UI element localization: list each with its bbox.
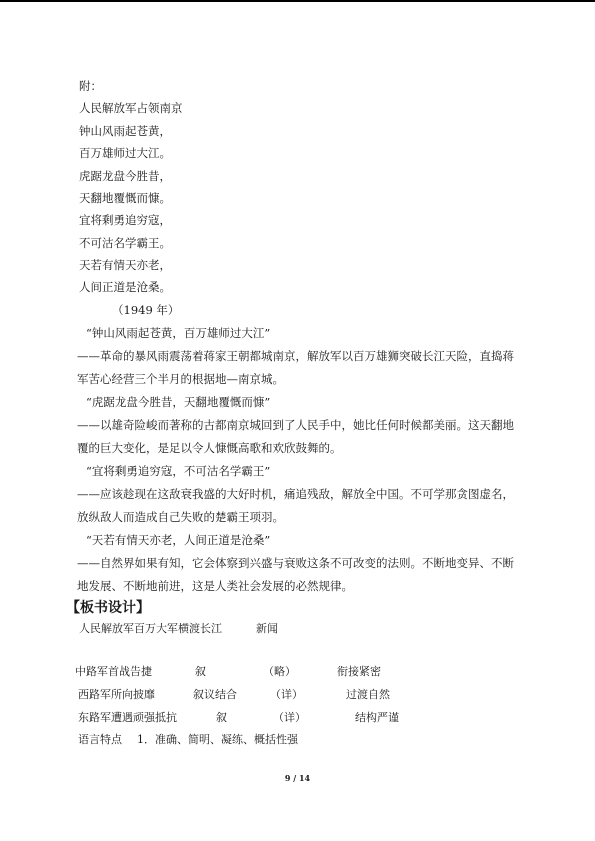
board-row-detail: （略） (263, 665, 296, 678)
annotation-text: ——革命的暴风雨震荡着蒋家王朝都城南京，解放军以百万雄狮突破长江天险，直捣蒋 (77, 349, 514, 363)
poem-line: 虎踞龙盘今胜昔， (79, 169, 171, 183)
board-row-part: 东路军遭遇顽强抵抗 (78, 711, 177, 724)
annotation-text: ——以雄奇险峻而著称的古都南京城回到了人民手中，她比任何时候都美丽。这天翻地 (77, 418, 514, 432)
board-design-heading: 【板书设计】 (66, 600, 150, 616)
board-title: 人民解放军百万大军横渡长江 (79, 622, 222, 635)
annotation-text: 放纵敌人而造成自己失败的楚霸王项羽。 (77, 510, 284, 524)
poem-line: 人间正道是沧桑。 (79, 280, 171, 294)
page-number: 9 / 14 (284, 773, 311, 783)
board-row-method: 叙 (216, 711, 227, 724)
poem-line: 钟山风雨起苍黄， (79, 124, 171, 138)
poem-line: 百万雄师过大江。 (79, 146, 171, 160)
board-row-detail: （详） (273, 711, 306, 724)
annotation-quote: “钟山风雨起苍黄，百万雄师过大江” (86, 326, 271, 340)
annotation-text: ——应该趁现在这敌衰我盛的大好时机，痛追残敌，解放全中国。不可学那贪图虚名， (77, 487, 514, 501)
board-row-feature: 结构严谨 (355, 711, 399, 724)
annotation-text: 军苦心经营三个半月的根据地—南京城。 (77, 372, 284, 386)
poem-line: 天翻地覆慨而慷。 (79, 191, 171, 205)
board-row-detail: （详） (270, 688, 303, 701)
poem-title: 人民解放军占领南京 (79, 101, 183, 115)
poem-year: （1949 年） (112, 303, 180, 317)
header-rule (0, 0, 595, 2)
board-row-feature: 过渡自然 (346, 688, 390, 701)
annotation-quote: “天若有情天亦老，人间正道是沧桑” (86, 533, 271, 547)
board-row-method: 叙 (195, 665, 206, 678)
annotation-quote: “宜将剩勇追穷寇，不可沽名学霸王” (86, 464, 271, 478)
poem-line: 宜将剩勇追穷寇， (79, 213, 171, 227)
board-genre: 新闻 (256, 622, 278, 635)
language-feature-point: 1．准确、简明、凝练、概括性强 (137, 733, 298, 746)
annotation-text: 地发展、不断地前进，这是人类社会发展的必然规律。 (77, 579, 353, 593)
poem-line: 不可沽名学霸王。 (79, 236, 171, 250)
poem-line: 天若有情天亦老， (79, 258, 171, 272)
annotation-text: 覆的巨大变化，是足以令人慷慨高歌和欢欣鼓舞的。 (77, 441, 342, 455)
board-row-part: 中路军首战告捷 (75, 665, 152, 678)
appendix-label: 附： (79, 79, 102, 93)
annotation-quote: “虎踞龙盘今胜昔，天翻地覆慨而慷” (86, 395, 271, 409)
annotation-text: ——自然界如果有知，它会体察到兴盛与衰败这条不可改变的法则。不断地变异、不断 (77, 556, 514, 570)
language-feature-label: 语言特点 (78, 733, 122, 746)
board-row-feature: 衔接紧密 (337, 665, 381, 678)
board-row-part: 西路军所向披靡 (78, 688, 155, 701)
board-row-method: 叙议结合 (193, 688, 237, 701)
